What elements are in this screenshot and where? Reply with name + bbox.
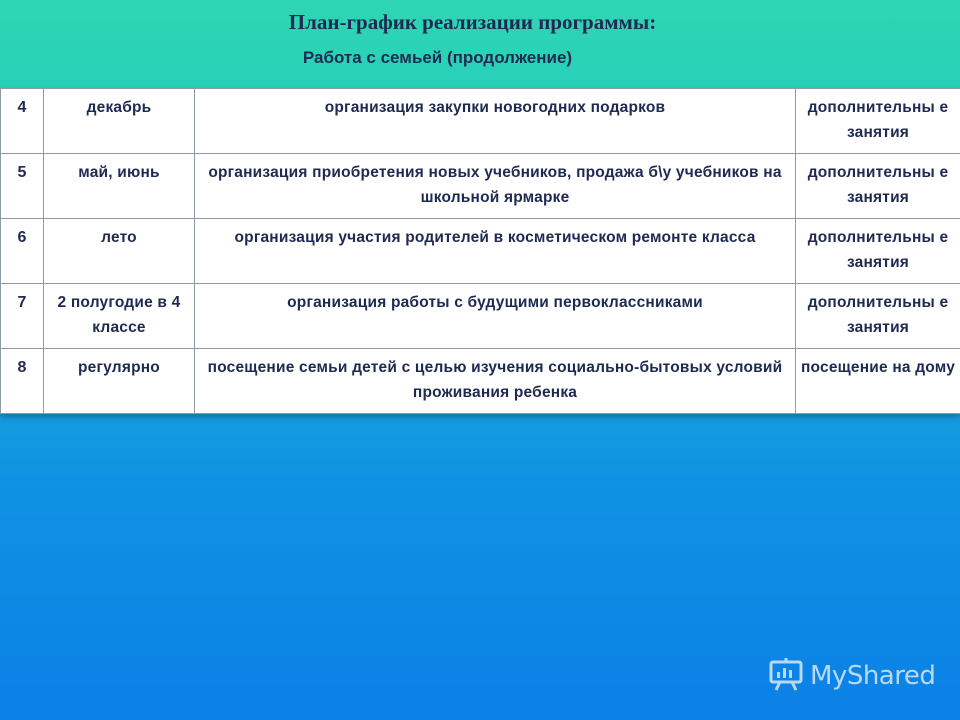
presentation-board-icon — [768, 656, 804, 697]
row-form: посещение на дому — [796, 349, 960, 414]
table-row — [1, 349, 960, 414]
row-activity: организация работы с будущими первоклассниками — [195, 284, 796, 349]
slide-title — [0, 10, 960, 35]
row-form: дополнительны е занятия — [796, 284, 960, 349]
row-period: декабрь — [44, 89, 195, 154]
row-activity: организация закупки новогодних подарков — [195, 89, 796, 154]
row-form: дополнительны е занятия — [796, 154, 960, 219]
plan-table — [0, 88, 960, 414]
row-period: регулярно — [44, 349, 195, 414]
row-period: лето — [44, 219, 195, 284]
table-row — [1, 89, 960, 154]
row-number: 4 — [1, 89, 44, 154]
row-period: 2 полугодие в 4 классе — [44, 284, 195, 349]
watermark — [768, 656, 935, 696]
watermark-text: MyShared — [810, 661, 936, 691]
table-row — [1, 219, 960, 284]
row-number: 8 — [1, 349, 44, 414]
row-form: дополнительны е занятия — [796, 89, 960, 154]
row-form: дополнительны е занятия — [796, 219, 960, 284]
slide-title-text: План-график реализации программы: — [288, 10, 657, 34]
row-activity: посещение семьи детей с целью изучения социально-бытовых условий проживания ребенка — [195, 349, 796, 414]
row-number: 5 — [1, 154, 44, 219]
row-period: май, июнь — [44, 154, 195, 219]
row-activity: организация приобретения новых учебников, продажа б\у учебников на школьной ярмарке — [195, 154, 796, 219]
row-activity: организация участия родителей в косметическом ремонте класса — [195, 219, 796, 284]
table-row — [1, 154, 960, 219]
row-number: 7 — [1, 284, 44, 349]
table-row — [1, 284, 960, 349]
slide-subtitle — [0, 48, 960, 68]
slide-subtitle-text: Работа с семьей (продолжение) — [302, 48, 573, 67]
row-number: 6 — [1, 219, 44, 284]
